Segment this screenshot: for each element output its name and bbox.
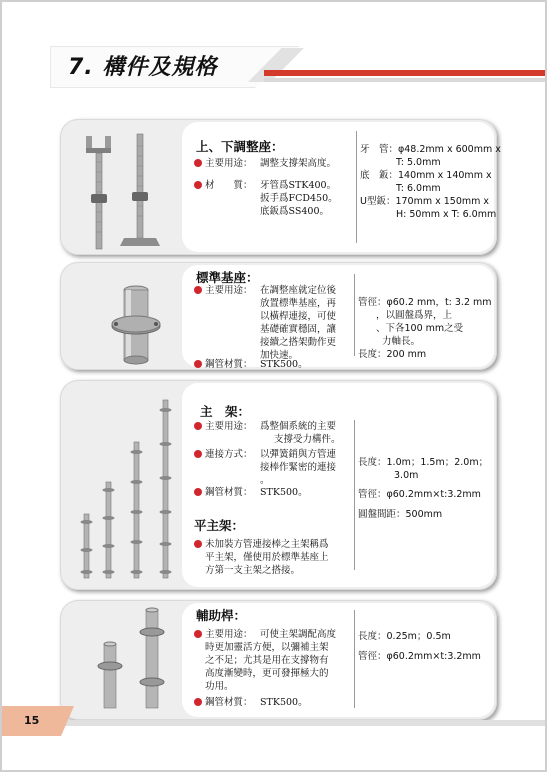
card-jack: [60, 119, 501, 255]
material-text: STK500。: [260, 359, 308, 370]
flat-line: 平主架，僅使用於標準基座上: [205, 552, 329, 563]
use-line: 加快速。: [260, 350, 299, 361]
use-label: 主要用途：: [194, 420, 253, 433]
spec-line: 、下各100 mm之受: [376, 323, 464, 334]
spec-line: 長度：1.0m；1.5m；2.0m；: [358, 457, 489, 468]
section-heading: 主 架：: [200, 404, 251, 419]
red-bullet-icon: [194, 159, 202, 167]
use-label: 主要用途：: [194, 628, 253, 641]
connection-line: 。: [260, 475, 270, 486]
red-bullet-icon: [194, 450, 202, 458]
header-red-rule: [264, 70, 545, 76]
spec-line: U型鈑：170mm x 150mm x: [360, 196, 490, 207]
card-aux: [60, 600, 497, 720]
use-line: 時更加靈活方便，以彌補主架: [205, 642, 329, 653]
use-text: 調整支撐架高度。: [260, 158, 337, 169]
material-label: 材 質：: [194, 179, 253, 192]
spec-line: 管徑：φ60.2 mm，t: 3.2 mm: [358, 297, 492, 308]
material-line: 底鈑爲SS400。: [260, 206, 329, 217]
red-bullet-icon: [194, 488, 202, 496]
spec-line: 管徑：φ60.2mm×t:3.2mm: [358, 489, 481, 500]
use-line: 支撐受力構件。: [274, 434, 341, 445]
base-collar-illustration: [60, 264, 180, 368]
spec-line: 長度：200 mm: [358, 349, 427, 360]
main-frame-illustration: [60, 382, 182, 588]
section-heading: 標準基座：: [196, 270, 259, 285]
page-number: 15: [24, 714, 40, 727]
use-line: 基礎確實穩固，讓: [260, 324, 337, 335]
material-line: 扳手爲FCD450。: [260, 193, 338, 204]
red-bullet-icon: [194, 360, 202, 368]
use-line: 以橫桿連接，可使: [260, 311, 337, 322]
red-bullet-icon: [194, 422, 202, 430]
material-label: 鋼管材質：: [194, 486, 253, 499]
separator: [354, 420, 355, 570]
spec-line: 圓盤間距：500mm: [358, 509, 443, 520]
flat-line: 方第一支主架之搭接。: [205, 565, 301, 576]
section-heading: 輔助桿：: [196, 608, 247, 623]
spec-line: T: 5.0mm: [396, 157, 441, 168]
auxiliary-rod-illustration: [60, 602, 180, 718]
spec-line: 3.0m: [394, 470, 419, 481]
header-grey-rule: [264, 78, 545, 82]
red-bullet-icon: [194, 540, 202, 548]
spec-line: ，以圓盤爲界，上: [376, 310, 453, 321]
use-line: 爲整個系統的主要: [260, 421, 337, 432]
flat-line: 未加裝方管連接棒之主架稱爲: [194, 538, 329, 551]
use-line: 之不足；尤其是用在支撐物有: [205, 655, 329, 666]
separator: [356, 131, 357, 243]
red-bullet-icon: [194, 286, 202, 294]
use-line: 高度漸變時，更可發揮極大的: [205, 668, 329, 679]
connection-label: 連接方式：: [194, 448, 253, 461]
material-label: 鋼管材質：: [194, 696, 253, 709]
use-line: 在調整座就定位後: [260, 285, 337, 296]
section-heading-flat: 平主架：: [194, 518, 245, 533]
separator: [354, 274, 355, 356]
red-bullet-icon: [194, 630, 202, 638]
footer-rule: [64, 720, 545, 726]
spec-line: H: 50mm x T: 6.0mm: [396, 209, 497, 220]
connection-line: 以彈簧銷與方管連: [260, 449, 337, 460]
spec-line: 力軸長。: [382, 336, 421, 347]
material-line: 牙管爲STK400。: [260, 180, 337, 191]
red-bullet-icon: [194, 181, 202, 189]
spec-line: 底 鈑：140mm x 140mm x: [360, 170, 492, 181]
use-line: 可使主架調配高度: [260, 629, 337, 640]
red-bullet-icon: [194, 698, 202, 706]
spec-line: T: 6.0mm: [396, 183, 441, 194]
use-line: 放置標準基座，再: [260, 298, 337, 309]
use-label: 主要用途：: [194, 157, 253, 170]
separator: [354, 610, 355, 708]
catalog-page: [2, 2, 545, 770]
page-title: 7. 構件及規格: [68, 55, 218, 80]
material-label: 鋼管材質：: [194, 358, 253, 371]
spec-line: 管徑：φ60.2mm×t:3.2mm: [358, 651, 481, 662]
material-text: STK500。: [260, 487, 308, 498]
spec-line: 長度：0.25m；0.5m: [358, 631, 451, 642]
use-label: 主要用途：: [194, 284, 253, 297]
material-text: STK500。: [260, 697, 308, 708]
connection-line: 接棒作緊密的連接: [260, 462, 337, 473]
section-heading: 上、下調整座：: [196, 139, 284, 154]
use-line: 功用。: [205, 681, 234, 692]
card-base: [60, 262, 497, 370]
use-line: 接續之搭架動作更: [260, 337, 337, 348]
card-main: [60, 380, 497, 590]
jack-illustration: [60, 122, 180, 252]
spec-line: 牙 管：φ48.2mm x 600mm x: [360, 144, 501, 155]
